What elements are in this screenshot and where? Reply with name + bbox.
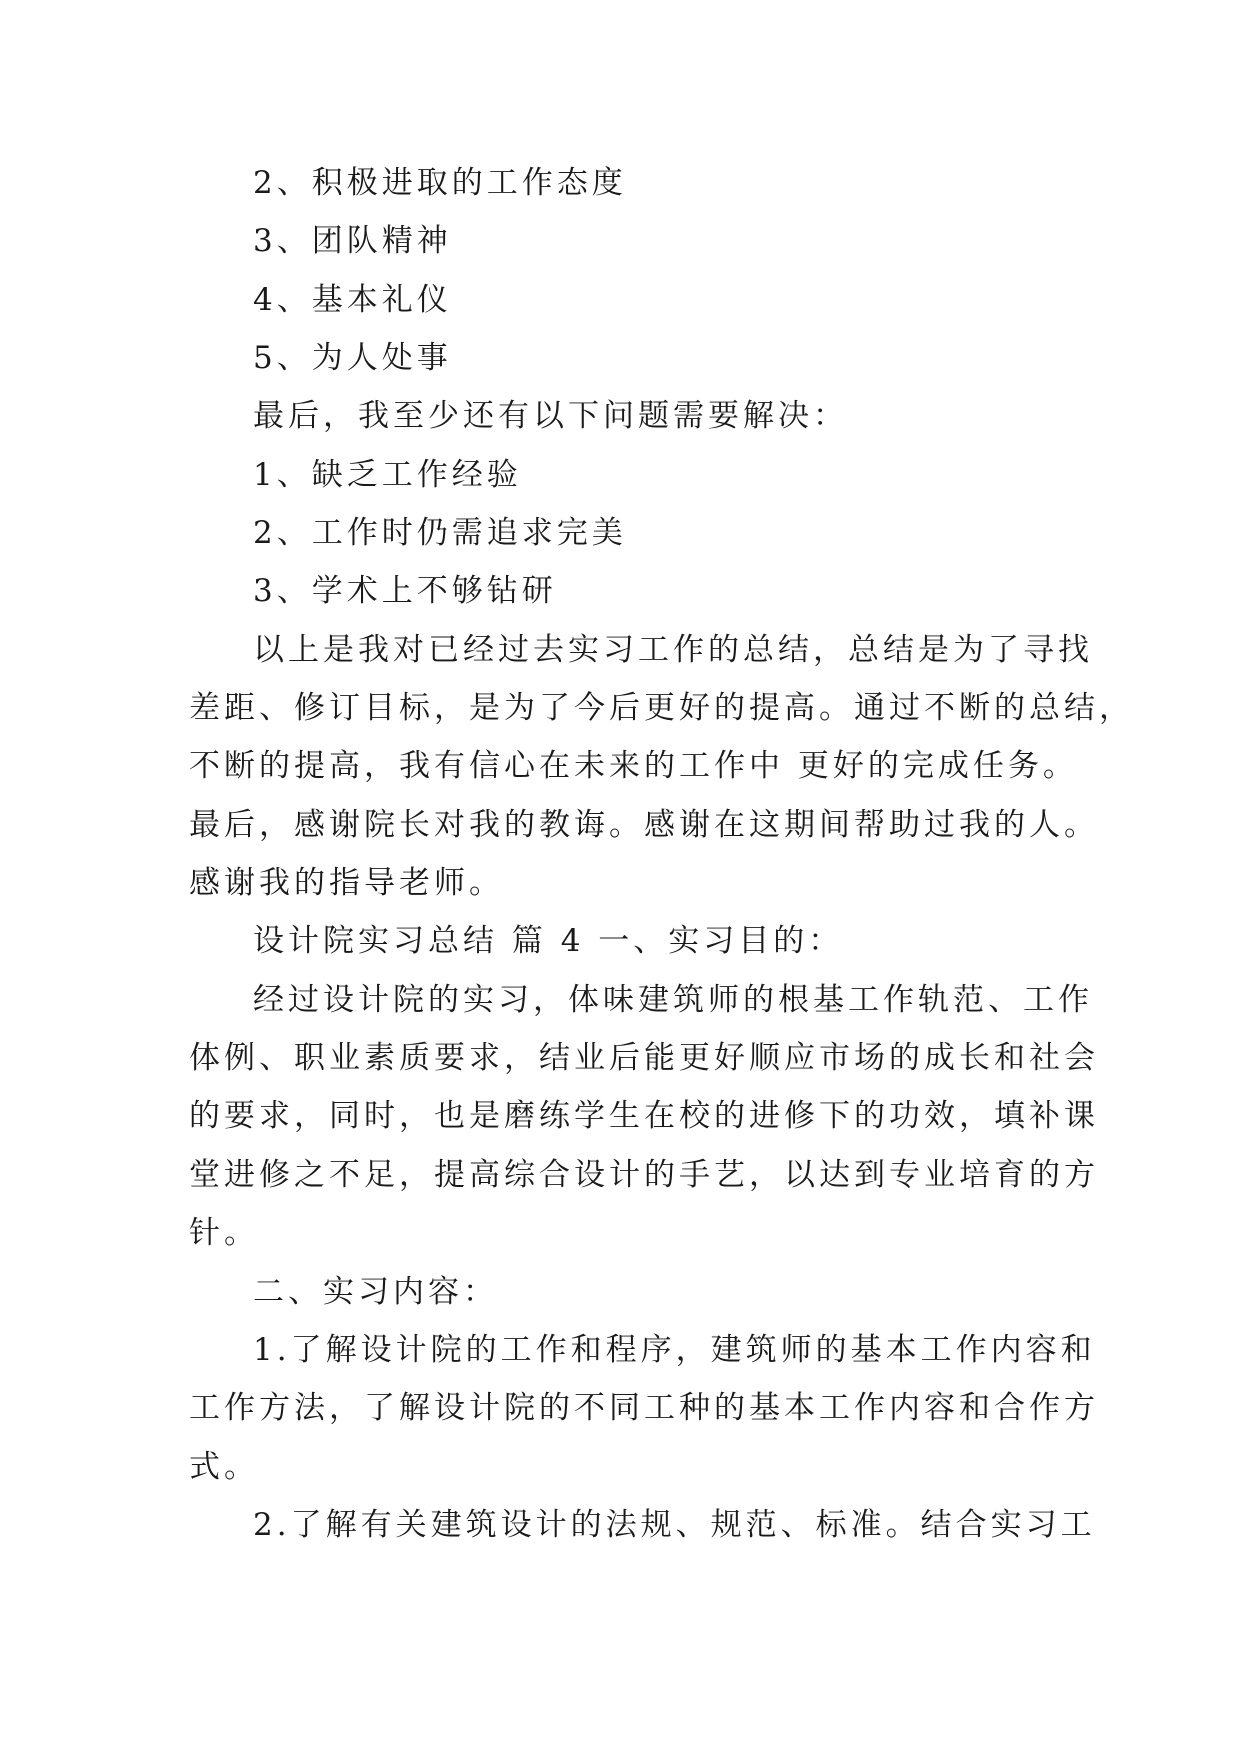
list-item-team-spirit: 3、团队精神 [253,223,452,259]
content-item-1-line: 工作方法，了解设计院的不同工种的基本工作内容和合作方 [189,1390,1099,1426]
content-item-2-line: 2.了解有关建筑设计的法规、规范、标准。结合实习工 [253,1507,1096,1543]
problem-item-3: 3、学术上不够钻研 [253,573,557,609]
purpose-paragraph-line: 体例、职业素质要求，结业后能更好顺应市场的成长和社会 [189,1040,1099,1076]
summary-paragraph-line: 最后，感谢院长对我的教诲。感谢在这期间帮助过我的人。 [189,807,1099,843]
summary-paragraph-line: 不断的提高，我有信心在未来的工作中 更好的完成任务。 [189,748,1078,784]
problem-item-2: 2、工作时仍需追求完美 [253,515,627,551]
summary-paragraph-line: 差距、修订目标，是为了今后更好的提高。通过不断的总结， [189,690,1134,726]
list-item-conduct: 5、为人处事 [253,340,452,376]
problem-item-1: 1、缺乏工作经验 [253,457,522,493]
purpose-paragraph-line: 的要求，同时，也是磨练学生在校的进修下的功效，填补课 [189,1098,1099,1134]
problems-intro: 最后，我至少还有以下问题需要解决： [253,398,848,434]
list-item-etiquette: 4、基本礼仪 [253,282,452,318]
purpose-paragraph-line: 经过设计院的实习，体味建筑师的根基工作轨范、工作 [253,982,1093,1018]
purpose-paragraph-line: 堂进修之不足，提高综合设计的手艺，以达到专业培育的方 [189,1157,1099,1193]
content-heading: 二、实习内容： [253,1274,498,1310]
summary-paragraph-line: 以上是我对已经过去实习工作的总结，总结是为了寻找 [253,632,1093,668]
section-heading: 设计院实习总结 篇 4 一、实习目的： [253,923,844,959]
purpose-paragraph-line: 针。 [189,1215,259,1251]
summary-paragraph-line: 感谢我的指导老师。 [189,865,504,901]
content-item-1-line: 式。 [189,1449,259,1485]
content-item-1-line: 1.了解设计院的工作和程序，建筑师的基本工作内容和 [253,1332,1096,1368]
list-item-attitude: 2、积极进取的工作态度 [253,165,627,201]
